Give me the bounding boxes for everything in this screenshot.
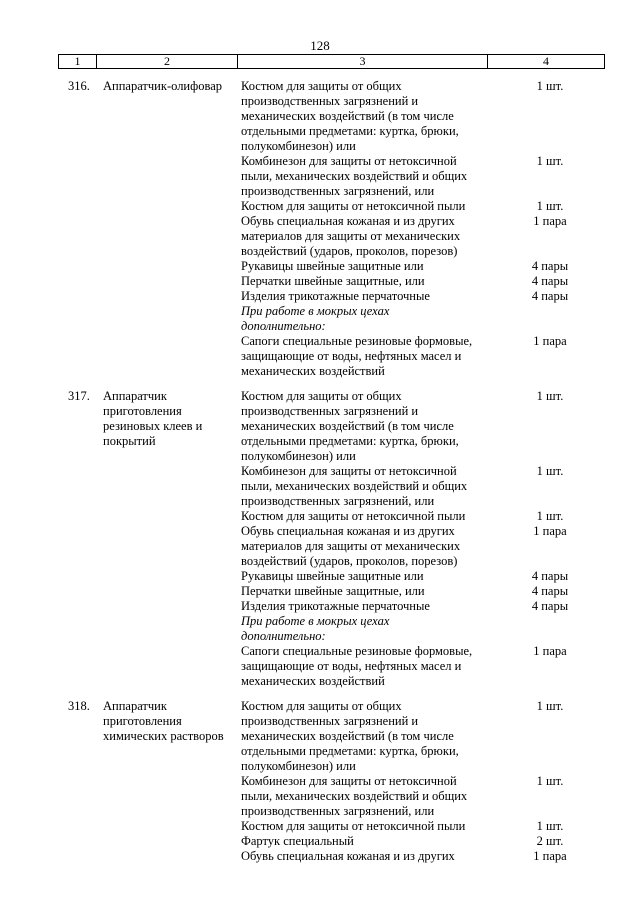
ppe-item bbox=[241, 509, 611, 524]
profession-line: резиновых клеев и bbox=[103, 419, 203, 433]
description-line: Изделия трикотажные перчаточные bbox=[241, 599, 430, 613]
description-line: защищающие от воды, нефтяных масел и bbox=[241, 349, 462, 363]
description-line: Обувь специальная кожаная и из других bbox=[241, 214, 455, 228]
description-line: производственных загрязнений и bbox=[241, 404, 419, 418]
description-line: Рукавицы швейные защитные или bbox=[241, 259, 424, 273]
item-quantity: 1 шт. bbox=[536, 389, 564, 403]
description-line: воздействий (ударов, проколов, порезов) bbox=[241, 244, 458, 258]
item-quantity: 4 пары bbox=[531, 599, 569, 613]
item-quantity bbox=[491, 304, 609, 334]
ppe-item bbox=[241, 259, 611, 274]
header-col-4: 4 bbox=[543, 54, 549, 68]
description-line: Костюм для защиты от общих bbox=[241, 699, 402, 713]
description-line: механических воздействий bbox=[241, 674, 385, 688]
item-description bbox=[241, 274, 491, 289]
ppe-item bbox=[241, 819, 611, 834]
description-line: полукомбинезон) или bbox=[241, 759, 356, 773]
ppe-item bbox=[241, 79, 611, 154]
description-line: При работе в мокрых цехах bbox=[241, 304, 390, 318]
description-line: Комбинезон для защиты от нетоксичной bbox=[241, 774, 457, 788]
item-description bbox=[241, 389, 491, 464]
description-line: производственных загрязнений и bbox=[241, 714, 419, 728]
ppe-item-list bbox=[241, 699, 611, 864]
profession-line: Аппаратчик bbox=[103, 389, 167, 403]
entry-number: 317. bbox=[68, 389, 90, 403]
ppe-item bbox=[241, 849, 611, 864]
ppe-item bbox=[241, 834, 611, 849]
item-quantity: 1 шт. bbox=[536, 819, 564, 833]
item-description bbox=[241, 569, 491, 584]
ppe-item bbox=[241, 464, 611, 509]
item-description bbox=[241, 214, 491, 259]
item-quantity: 1 шт. bbox=[536, 774, 564, 788]
header-col-3: 3 bbox=[238, 55, 488, 68]
profession-name bbox=[103, 389, 241, 449]
description-line: полукомбинезон) или bbox=[241, 139, 356, 153]
description-line: защищающие от воды, нефтяных масел и bbox=[241, 659, 462, 673]
description-line: пыли, механических воздействий и общих bbox=[241, 479, 468, 493]
item-quantity: 1 пара bbox=[533, 644, 567, 658]
description-line: дополнительно: bbox=[241, 629, 326, 643]
description-line: материалов для защиты от механических bbox=[241, 539, 461, 553]
ppe-item bbox=[241, 389, 611, 464]
profession-name bbox=[103, 699, 241, 744]
description-line: дополнительно: bbox=[241, 319, 326, 333]
description-line: Перчатки швейные защитные, или bbox=[241, 274, 425, 288]
ppe-item bbox=[241, 214, 611, 259]
ppe-item bbox=[241, 569, 611, 584]
description-line: отдельными предметами: куртка, брюки, bbox=[241, 124, 459, 138]
description-line: механических воздействий (в том числе bbox=[241, 109, 454, 123]
item-description bbox=[241, 289, 491, 304]
description-line: Сапоги специальные резиновые формовые, bbox=[241, 334, 473, 348]
description-line: отдельными предметами: куртка, брюки, bbox=[241, 744, 459, 758]
description-line: Изделия трикотажные перчаточные bbox=[241, 289, 430, 303]
item-description bbox=[241, 834, 491, 849]
ppe-item bbox=[241, 524, 611, 569]
description-line: Обувь специальная кожаная и из других bbox=[241, 849, 455, 863]
description-line: Костюм для защиты от общих bbox=[241, 79, 402, 93]
item-description bbox=[241, 509, 491, 524]
profession-line: покрытий bbox=[103, 434, 156, 448]
item-quantity bbox=[491, 614, 609, 644]
description-line: материалов для защиты от механических bbox=[241, 229, 461, 243]
description-line: производственных загрязнений, или bbox=[241, 184, 435, 198]
description-line: Рукавицы швейные защитные или bbox=[241, 569, 424, 583]
item-quantity: 4 пары bbox=[531, 569, 569, 583]
item-quantity: 4 пары bbox=[531, 274, 569, 288]
header-col-1: 1 bbox=[59, 55, 97, 68]
ppe-item bbox=[241, 584, 611, 599]
item-quantity: 1 шт. bbox=[536, 464, 564, 478]
item-description bbox=[241, 584, 491, 599]
item-description bbox=[241, 524, 491, 569]
condition-note bbox=[241, 614, 611, 644]
profession-name bbox=[103, 79, 241, 94]
ppe-item bbox=[241, 274, 611, 289]
description-line: отдельными предметами: куртка, брюки, bbox=[241, 434, 459, 448]
description-line: Комбинезон для защиты от нетоксичной bbox=[241, 154, 457, 168]
item-quantity: 2 шт. bbox=[536, 834, 564, 848]
description-line: пыли, механических воздействий и общих bbox=[241, 169, 468, 183]
description-line: Сапоги специальные резиновые формовые, bbox=[241, 644, 473, 658]
entry-number: 316. bbox=[68, 79, 90, 93]
description-line: Обувь специальная кожаная и из других bbox=[241, 524, 455, 538]
description-line: производственных загрязнений, или bbox=[241, 494, 435, 508]
item-quantity: 4 пары bbox=[531, 289, 569, 303]
ppe-item bbox=[241, 334, 611, 379]
entry-number: 318. bbox=[68, 699, 90, 713]
item-quantity: 1 пара bbox=[533, 214, 567, 228]
item-description bbox=[241, 334, 491, 379]
description-line: механических воздействий bbox=[241, 364, 385, 378]
profession-line: приготовления bbox=[103, 404, 182, 418]
item-quantity: 1 пара bbox=[533, 849, 567, 863]
description-line: механических воздействий (в том числе bbox=[241, 419, 454, 433]
ppe-item-list bbox=[241, 79, 611, 379]
item-description bbox=[241, 644, 491, 689]
item-description bbox=[241, 304, 491, 334]
description-line: полукомбинезон) или bbox=[241, 449, 356, 463]
description-line: Костюм для защиты от нетоксичной пыли bbox=[241, 509, 466, 523]
item-quantity: 1 шт. bbox=[536, 79, 564, 93]
profession-line: приготовления bbox=[103, 714, 182, 728]
header-col-2: 2 bbox=[97, 55, 238, 68]
description-line: При работе в мокрых цехах bbox=[241, 614, 390, 628]
description-line: пыли, механических воздействий и общих bbox=[241, 789, 468, 803]
description-line: Фартук специальный bbox=[241, 834, 354, 848]
page-number: 128 bbox=[310, 38, 330, 53]
profession-line: химических растворов bbox=[103, 729, 224, 743]
ppe-item-list bbox=[241, 389, 611, 689]
item-description bbox=[241, 199, 491, 214]
description-line: воздействий (ударов, проколов, порезов) bbox=[241, 554, 458, 568]
table-header bbox=[58, 54, 605, 69]
item-description bbox=[241, 79, 491, 154]
item-quantity: 1 шт. bbox=[536, 199, 564, 213]
item-description bbox=[241, 774, 491, 819]
item-description bbox=[241, 259, 491, 274]
description-line: Костюм для защиты от нетоксичной пыли bbox=[241, 819, 466, 833]
item-quantity: 1 шт. bbox=[536, 509, 564, 523]
ppe-item bbox=[241, 699, 611, 774]
condition-note bbox=[241, 304, 611, 334]
item-quantity: 4 пары bbox=[531, 584, 569, 598]
ppe-item bbox=[241, 644, 611, 689]
item-description bbox=[241, 699, 491, 774]
description-line: Перчатки швейные защитные, или bbox=[241, 584, 425, 598]
item-quantity: 4 пары bbox=[531, 259, 569, 273]
description-line: производственных загрязнений и bbox=[241, 94, 419, 108]
item-quantity: 1 пара bbox=[533, 524, 567, 538]
item-description bbox=[241, 154, 491, 199]
profession-line: Аппаратчик-олифовар bbox=[103, 79, 223, 93]
description-line: механических воздействий (в том числе bbox=[241, 729, 454, 743]
description-line: производственных загрязнений, или bbox=[241, 804, 435, 818]
ppe-item bbox=[241, 199, 611, 214]
item-description bbox=[241, 464, 491, 509]
item-description bbox=[241, 819, 491, 834]
item-quantity: 1 пара bbox=[533, 334, 567, 348]
item-quantity: 1 шт. bbox=[536, 154, 564, 168]
ppe-item bbox=[241, 599, 611, 614]
ppe-item bbox=[241, 154, 611, 199]
ppe-item bbox=[241, 774, 611, 819]
description-line: Костюм для защиты от нетоксичной пыли bbox=[241, 199, 466, 213]
item-description bbox=[241, 614, 491, 644]
item-description bbox=[241, 849, 491, 864]
description-line: Комбинезон для защиты от нетоксичной bbox=[241, 464, 457, 478]
profession-line: Аппаратчик bbox=[103, 699, 167, 713]
description-line: Костюм для защиты от общих bbox=[241, 389, 402, 403]
item-quantity: 1 шт. bbox=[536, 699, 564, 713]
item-description bbox=[241, 599, 491, 614]
ppe-item bbox=[241, 289, 611, 304]
